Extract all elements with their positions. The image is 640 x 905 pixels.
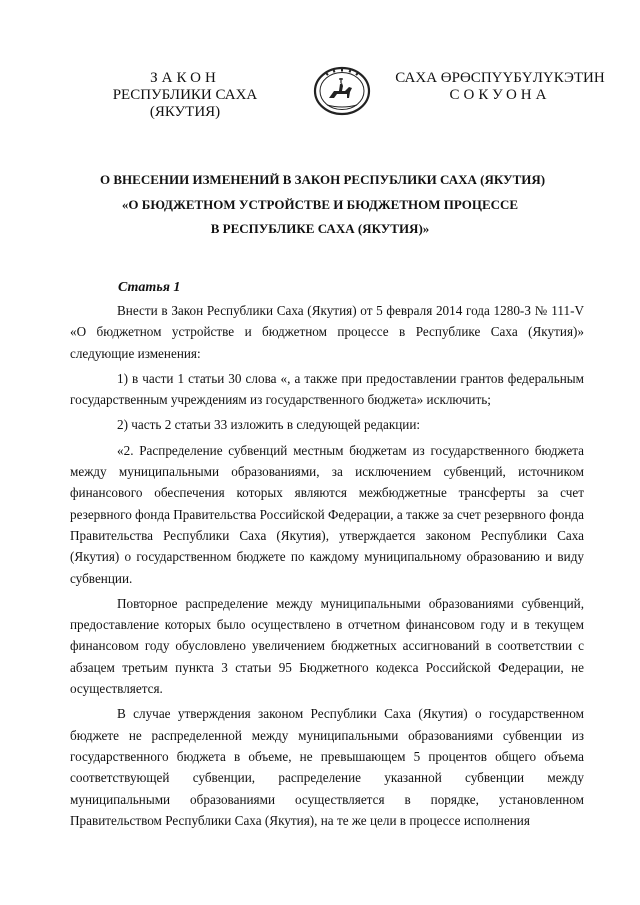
document-title	[100, 168, 546, 242]
header-left	[80, 70, 290, 121]
header-right-line1: САХА ӨРӨСПҮҮБҮЛҮКЭТИН	[395, 70, 605, 86]
title-line2: «О БЮДЖЕТНОМ УСТРОЙСТВЕ И БЮДЖЕТНОМ ПРОЦЕССЕ	[121, 196, 519, 212]
paragraph: 2) часть 2 статьи 33 изложить в следующей редакции:	[117, 417, 421, 433]
paragraph: Внести в Закон Республики Саха (Якутия) от 5 февраля 2014 года 1280-З № 111-V «О бюджетном устройстве и бюджетном процессе в Республике Саха (Якутия)» следующие изменения:	[70, 303, 584, 361]
article-heading: Статья 1	[118, 280, 181, 295]
header-right-line2: СОКУОНА	[449, 87, 551, 103]
paragraph: Повторное распределение между муниципальными образованиями субвенций, предоставление которых было осуществлено в отчетном финансовом году и в текущем финансовом году обусловлено увеличением бюджетных ассигнований в соответствии с абзацем третьим пункта 3 статьи 95 Бюджетного кодекса Российской Федерации, не осуществляется.	[70, 595, 584, 697]
title-line3: В РЕСПУБЛИКЕ САХА (ЯКУТИЯ)»	[210, 221, 430, 236]
document-body	[70, 300, 584, 831]
republic-sakha-emblem-icon	[312, 65, 372, 117]
paragraph: «2. Распределение субвенций местным бюджетам из государственного бюджета между муниципальными образованиями, за исключением субвенций, источником финансового обеспечения которых являются межбюджетные трансферты за счет резервного фонда Правительства Российской Федерации, а также за счет резервного фонда Правительства Республики Саха (Якутия), утверждается законом Республики Саха (Якутия) о государственном бюджете по каждому муниципальному образованию и виду субвенции.	[70, 442, 584, 586]
header-right	[390, 70, 610, 104]
paragraph: 1) в части 1 статьи 30 слова «, а также при предоставлении грантов федеральным государственным учреждениям из государственного бюджета» исключить;	[70, 370, 584, 408]
paragraph: В случае утверждения законом Республики Саха (Якутия) о государственном бюджете не распределенной между муниципальными образованиями субвенции из государственного бюджета в объеме, не превышающем 5 процентов общего объема соответствующей субвенции, распределение указанной субвенции между муниципальными образованиями осуществляется в порядке, установленном Правительством Республики Саха (Якутия), на те же цели в процессе исполнения	[70, 706, 584, 828]
header-left-line1: ЗАКОН	[150, 70, 220, 86]
header-left-line2: РЕСПУБЛИКИ САХА (ЯКУТИЯ)	[112, 87, 258, 120]
title-line1: О ВНЕСЕНИИ ИЗМЕНЕНИЙ В ЗАКОН РЕСПУБЛИКИ САХА (ЯКУТИЯ)	[100, 172, 546, 187]
